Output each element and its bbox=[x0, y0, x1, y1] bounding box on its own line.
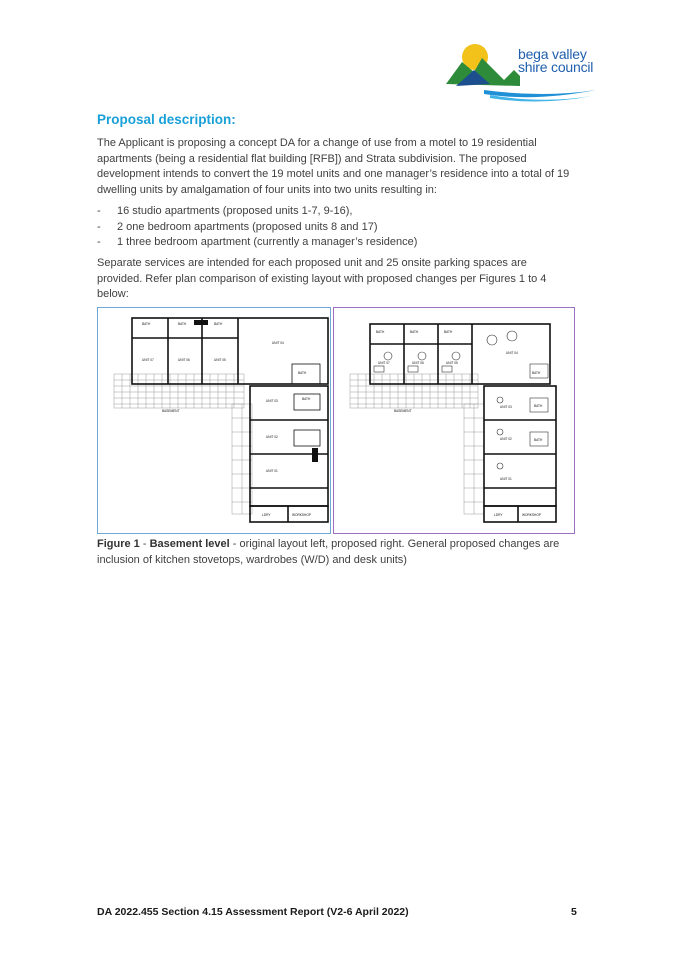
plan-label: UNIT 04 bbox=[272, 341, 284, 345]
caption-text: - original layout left, proposed right. General proposed changes are inclusion of kitchen stovetops, wardrobes (W/D) and desk units) bbox=[97, 538, 560, 566]
logo-line-1: bega valley bbox=[518, 46, 587, 62]
plan-label: UNIT 01 bbox=[266, 469, 278, 473]
plan-label: WORKSHOP bbox=[292, 513, 311, 517]
page-number: 5 bbox=[571, 906, 577, 918]
proposed-floor-plan bbox=[333, 307, 575, 534]
plan-label: BATH bbox=[534, 404, 543, 408]
proposed-plan-drawing bbox=[334, 308, 574, 533]
figure-caption bbox=[97, 537, 577, 568]
plan-label: BATH bbox=[532, 371, 541, 375]
plan-label: UNIT 07 bbox=[378, 361, 390, 365]
plan-label: BATH bbox=[444, 330, 453, 334]
plan-label: WORKSHOP bbox=[522, 513, 541, 517]
plan-label: UNIT 03 bbox=[266, 399, 278, 403]
plan-label: BATH bbox=[410, 330, 419, 334]
plan-label: BATH bbox=[142, 322, 151, 326]
plan-label: BATH bbox=[298, 371, 307, 375]
plan-label: UNIT 02 bbox=[500, 437, 512, 441]
plan-label: BATH bbox=[534, 438, 543, 442]
logo-text bbox=[518, 48, 593, 74]
plan-label: UNIT 07 bbox=[142, 358, 154, 362]
caption-bold: Basement level bbox=[149, 538, 230, 550]
services-paragraph: Separate services are intended for each proposed unit and 25 onsite parking spaces are provided. Refer plan comparison of existing layout with proposed changes per Figures 1 to 4 below: bbox=[97, 257, 547, 301]
intro-paragraph: The Applicant is proposing a concept DA for a change of use from a motel to 19 residential apartments (being a residential flat building [RFB]) and Strata subdivision. The proposed development intends to convert the 19 motel units and one manager’s residence into a total of 19 dwelling units by amalgamation of four units into two units resulting in: bbox=[97, 137, 570, 196]
plan-label: UNIT 03 bbox=[500, 405, 512, 409]
logo-line-2: shire council bbox=[518, 59, 594, 75]
plan-label: UNIT 05 bbox=[214, 358, 226, 362]
plan-label: UNIT 06 bbox=[178, 358, 190, 362]
caption-separator: - bbox=[139, 538, 150, 550]
original-plan-drawing bbox=[98, 308, 330, 533]
list-item: - 16 studio apartments (proposed units 1-7, 9-16), bbox=[97, 204, 417, 220]
plan-label: BATH bbox=[376, 330, 385, 334]
plan-label: UNIT 04 bbox=[506, 351, 518, 355]
plan-label: LDRY bbox=[262, 513, 271, 517]
plan-label: BASEMENT bbox=[162, 409, 180, 413]
list-item: - 2 one bedroom apartments (proposed units 8 and 17) bbox=[97, 220, 417, 236]
plan-label: BATH bbox=[214, 322, 223, 326]
list-item: - 1 three bedroom apartment (currently a manager’s residence) bbox=[97, 235, 417, 251]
plan-label: BATH bbox=[178, 322, 187, 326]
plan-label: UNIT 01 bbox=[500, 477, 512, 481]
footer-title: DA 2022.455 Section 4.15 Assessment Report (V2-6 April 2022) bbox=[97, 906, 409, 918]
original-floor-plan bbox=[97, 307, 331, 534]
plan-label: LDRY bbox=[494, 513, 503, 517]
plan-label: UNIT 02 bbox=[266, 435, 278, 439]
plan-label: UNIT 06 bbox=[412, 361, 424, 365]
plan-label: BATH bbox=[302, 397, 311, 401]
plan-label: BASEMENT bbox=[394, 409, 412, 413]
unit-list bbox=[97, 204, 417, 251]
plan-label: UNIT 05 bbox=[446, 361, 458, 365]
caption-label: Figure 1 bbox=[97, 538, 140, 550]
section-heading: Proposal description: bbox=[97, 112, 236, 127]
